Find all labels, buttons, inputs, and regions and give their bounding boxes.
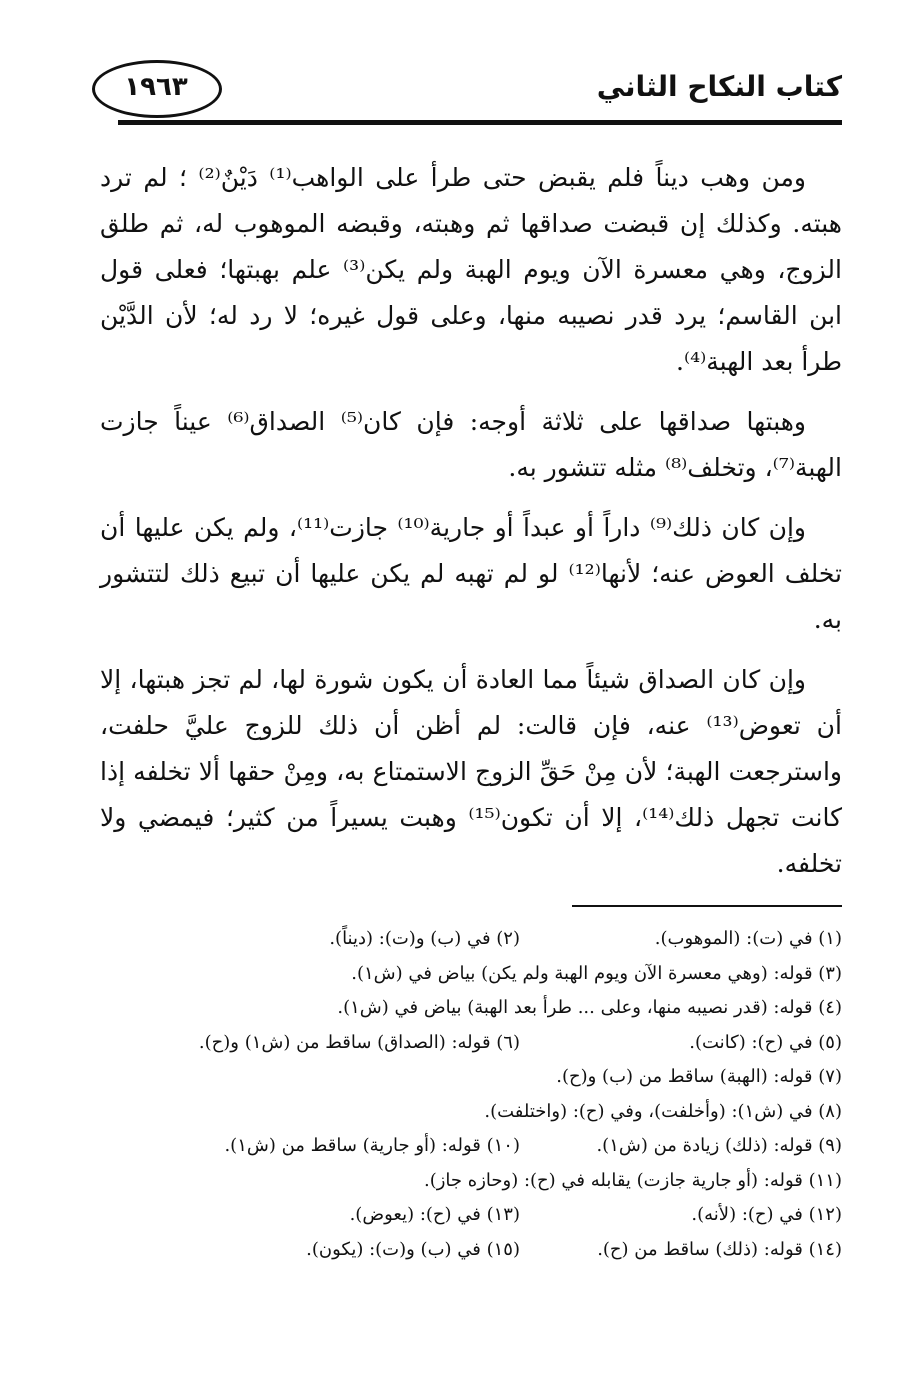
footnote-row bbox=[100, 1233, 842, 1268]
header-rule bbox=[118, 120, 842, 125]
footnote-separator bbox=[572, 905, 842, 907]
footnote-row bbox=[100, 991, 842, 1026]
footnote: (٣) قوله: (وهي معسرة الآن ويوم الهبة ولم يكن) بياض في (ش١). bbox=[351, 962, 842, 984]
footnote-row bbox=[100, 1095, 842, 1130]
book-title: كتاب النكاح الثاني bbox=[596, 70, 842, 103]
page-number: ١٩٦٣ bbox=[124, 72, 188, 102]
footnote: (١٢) في (ح): (لأنه). bbox=[691, 1204, 842, 1225]
footnote: (١١) قوله: (أو جارية جازت) يقابله في (ح): (وحازه جاز). bbox=[424, 1169, 842, 1191]
footnote: (٤) قوله: (قدر نصيبه منها، وعلى ... طرأ بعد الهبة) بياض في (ش١). bbox=[337, 997, 842, 1018]
footnote-row bbox=[100, 1060, 842, 1095]
footnote: (٩) قوله: (ذلك) زيادة من (ش١). bbox=[596, 1135, 842, 1156]
footnotes bbox=[100, 922, 842, 1267]
footnote: (٥) في (ح): (كانت). bbox=[689, 1031, 842, 1053]
footnote-row bbox=[100, 1198, 842, 1233]
paragraph: ومن وهب ديناً فلم يقبض حتى طرأ على الواهب⁽¹⁾ دَيْنٌ⁽²⁾ ؛ لم ترد هبته. وكذلك إن قبضت صداقها ثم وهبته، وقبضه الموهوب له، ثم طلق الزوج، وهي معسرة الآن ويوم الهبة ولم يكن⁽³⁾ علم بهبتها؛ فعلى قول ابن القاسم؛ يرد قدر نصيبه منها، وعلى قول غيره؛ لا رد له؛ لأن الدَّيْن طرأ بعد الهبة⁽⁴⁾. bbox=[100, 163, 842, 376]
footnote: (١٤) قوله: (ذلك) ساقط من (ح). bbox=[597, 1238, 842, 1260]
footnote-row bbox=[100, 1026, 842, 1061]
paragraph: وهبتها صداقها على ثلاثة أوجه: فإن كان⁽⁵⁾ الصداق⁽⁶⁾ عيناً جازت الهبة⁽⁷⁾، وتخلف⁽⁸⁾ مثله تتشور به. bbox=[100, 407, 842, 482]
footnote: (٨) في (ش١): (وأخلفت)، وفي (ح): (واختلفت). bbox=[484, 1100, 842, 1122]
main-text bbox=[100, 155, 842, 901]
footnote: (١٣) في (ح): (يعوض). bbox=[349, 1204, 520, 1225]
footnote-row bbox=[100, 1129, 842, 1164]
paragraph: وإن كان ذلك⁽⁹⁾ داراً أو عبداً أو جارية⁽¹⁰⁾ جازت⁽¹¹⁾، ولم يكن عليها أن تخلف العوض عنه؛ لأنها⁽¹²⁾ لو لم تهبه لم يكن عليها أن تبيع ذلك لتتشور به. bbox=[100, 513, 842, 634]
footnote-row bbox=[100, 922, 842, 957]
footnote: (١٠) قوله: (أو جارية) ساقط من (ش١). bbox=[224, 1135, 520, 1156]
footnote: (٢) في (ب) و(ت): (ديناً). bbox=[329, 928, 520, 949]
footnote: (١) في (ت): (الموهوب). bbox=[654, 928, 842, 949]
footnote: (٧) قوله: (الهبة) ساقط من (ب) و(ح). bbox=[556, 1066, 842, 1087]
footnote: (٦) قوله: (الصداق) ساقط من (ش١) و(ح). bbox=[198, 1031, 520, 1053]
footnote-row bbox=[100, 1164, 842, 1199]
footnote: (١٥) في (ب) و(ت): (يكون). bbox=[306, 1238, 520, 1260]
footnote-row bbox=[100, 957, 842, 992]
paragraph: وإن كان الصداق شيئاً مما العادة أن يكون شورة لها، لم تجز هبتها، إلا أن تعوض⁽¹³⁾ عنه، فإن قالت: لم أظن أن ذلك للزوج عليَّ حلفت، واسترجعت الهبة؛ لأن مِنْ حَقِّ الزوج الاستمتاع به، ومِنْ حقها ألا تخلفه إذا كانت تجهل ذلك⁽¹⁴⁾، إلا أن تكون⁽¹⁵⁾ وهبت يسيراً من كثير؛ فيمضي ولا تخلفه. bbox=[100, 665, 842, 878]
